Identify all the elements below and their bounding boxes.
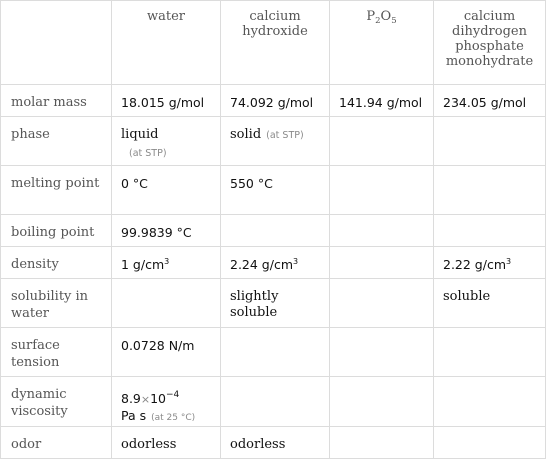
density-exponent: 3	[293, 257, 299, 266]
phase-note: (at STP)	[266, 130, 304, 141]
formula-o: O	[380, 9, 392, 24]
density-value: 1 g/cm	[121, 257, 165, 272]
cell-p2o5-melting-point	[330, 166, 434, 215]
cell-caoh-molar-mass: 74.092 g/mol	[221, 85, 330, 117]
viscosity-mantissa: 8.9	[121, 391, 141, 406]
cell-cadhp-phase	[434, 117, 546, 166]
row-label-molar-mass: molar mass	[1, 85, 112, 117]
cell-p2o5-boiling-point	[330, 215, 434, 247]
table-row	[1, 279, 546, 328]
cell-cadhp-solubility: soluble	[434, 279, 546, 328]
header-row	[1, 1, 546, 85]
cell-caoh-phase	[221, 117, 330, 166]
cell-caoh-density	[221, 247, 330, 279]
corner-cell	[1, 1, 112, 85]
row-label-phase: phase	[1, 117, 112, 166]
column-header-p2o5	[330, 1, 434, 85]
viscosity-exponent: −4	[166, 390, 180, 400]
cell-caoh-viscosity	[221, 377, 330, 427]
column-header-calcium-dihydrogen-phosphate: calcium dihydrogen phosphate monohydrate	[434, 1, 546, 85]
cell-cadhp-boiling-point	[434, 215, 546, 247]
cell-water-viscosity	[112, 377, 221, 427]
formula-sub-5: 5	[391, 16, 397, 26]
cell-cadhp-molar-mass: 234.05 g/mol	[434, 85, 546, 117]
cell-water-phase	[112, 117, 221, 166]
phase-value: solid	[230, 127, 262, 142]
cell-caoh-odor: odorless	[221, 427, 330, 459]
cell-water-molar-mass: 18.015 g/mol	[112, 85, 221, 117]
cell-p2o5-viscosity	[330, 377, 434, 427]
cell-caoh-surface-tension	[221, 328, 330, 377]
row-label-melting-point: melting point	[1, 166, 112, 215]
density-exponent: 3	[506, 257, 512, 266]
table-row	[1, 377, 546, 427]
cell-caoh-solubility: slightly soluble	[221, 279, 330, 328]
density-value: 2.24 g/cm	[230, 257, 294, 272]
viscosity-unit: Pa s	[121, 408, 147, 423]
cell-water-odor: odorless	[112, 427, 221, 459]
cell-water-melting-point: 0 °C	[112, 166, 221, 215]
cell-p2o5-density	[330, 247, 434, 279]
formula-sub-2: 2	[375, 16, 381, 26]
cell-p2o5-phase	[330, 117, 434, 166]
table-row	[1, 117, 546, 166]
row-label-density: density	[1, 247, 112, 279]
row-label-odor: odor	[1, 427, 112, 459]
cell-cadhp-melting-point	[434, 166, 546, 215]
table-row	[1, 328, 546, 377]
table-row	[1, 215, 546, 247]
row-label-solubility: solubility in water	[1, 279, 112, 328]
cell-caoh-melting-point: 550 °C	[221, 166, 330, 215]
cell-water-boiling-point: 99.9839 °C	[112, 215, 221, 247]
cell-p2o5-solubility	[330, 279, 434, 328]
table-row	[1, 247, 546, 279]
table-row	[1, 427, 546, 459]
row-label-viscosity: dynamic viscosity	[1, 377, 112, 427]
cell-cadhp-surface-tension	[434, 328, 546, 377]
column-header-water: water	[112, 1, 221, 85]
table-row	[1, 166, 546, 215]
cell-caoh-boiling-point	[221, 215, 330, 247]
cell-p2o5-molar-mass: 141.94 g/mol	[330, 85, 434, 117]
cell-p2o5-odor	[330, 427, 434, 459]
cell-cadhp-viscosity	[434, 377, 546, 427]
phase-note: (at STP)	[129, 148, 167, 159]
viscosity-base: 10	[150, 391, 167, 406]
times-sign: ×	[140, 393, 151, 406]
cell-cadhp-odor	[434, 427, 546, 459]
table-row	[1, 85, 546, 117]
cell-water-surface-tension: 0.0728 N/m	[112, 328, 221, 377]
density-value: 2.22 g/cm	[443, 257, 507, 272]
cell-cadhp-density	[434, 247, 546, 279]
formula-p: P	[366, 9, 376, 24]
viscosity-unit-line	[121, 408, 212, 426]
phase-value: liquid	[121, 127, 159, 142]
density-exponent: 3	[164, 257, 170, 266]
row-label-boiling-point: boiling point	[1, 215, 112, 247]
cell-water-solubility	[112, 279, 221, 328]
column-header-calcium-hydroxide: calcium hydroxide	[221, 1, 330, 85]
cell-water-density	[112, 247, 221, 279]
viscosity-note: (at 25 °C)	[151, 413, 196, 423]
cell-p2o5-surface-tension	[330, 328, 434, 377]
row-label-surface-tension: surface tension	[1, 328, 112, 377]
viscosity-scientific	[121, 387, 212, 408]
